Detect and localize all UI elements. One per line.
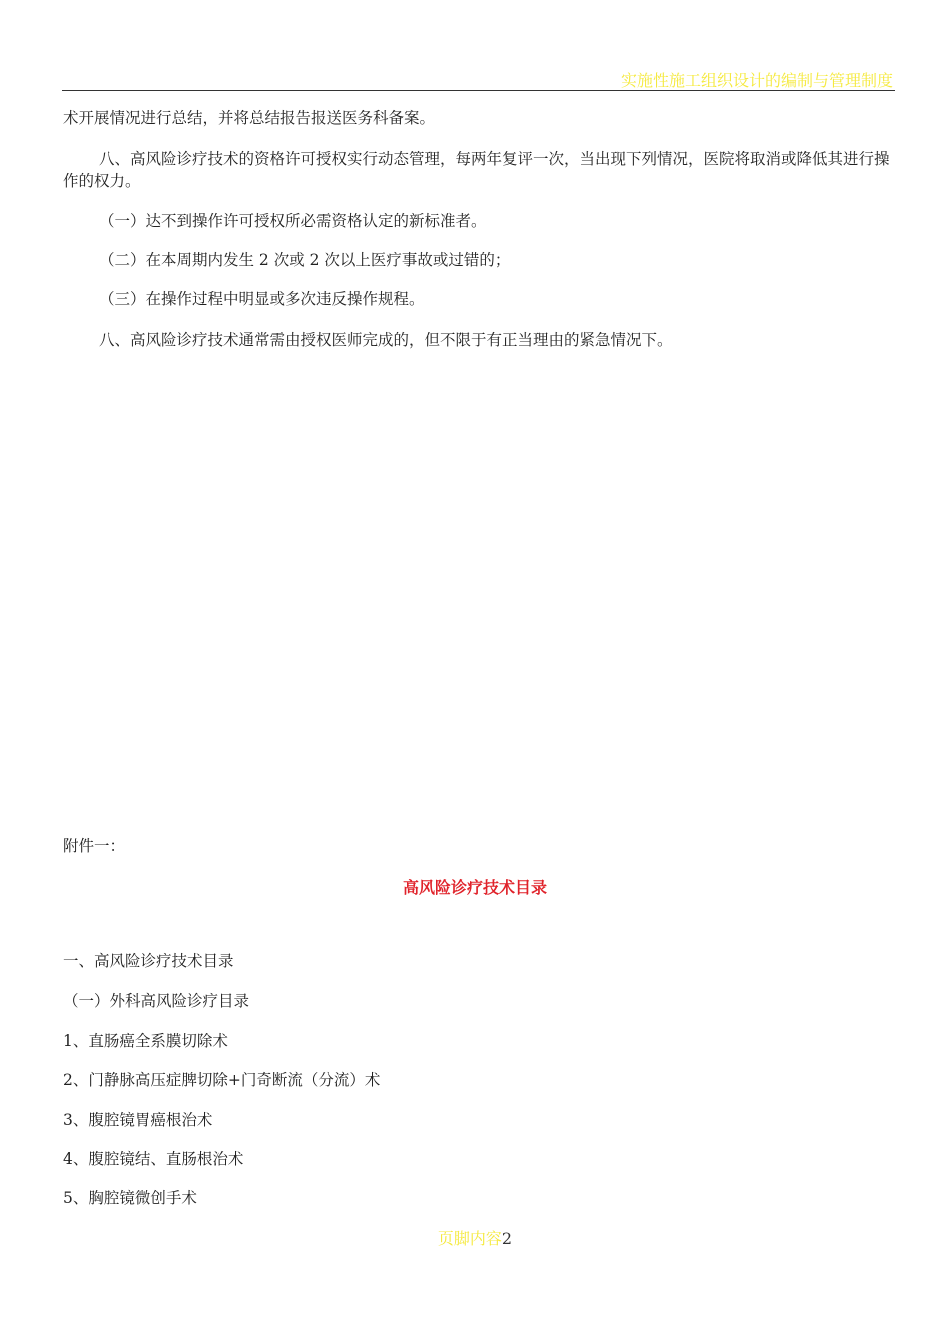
appendix-label: 附件一： [63, 837, 126, 855]
header-divider [62, 90, 895, 91]
paragraph-continuation: 术开展情况进行总结，并将总结报告报送医务科备案。 [63, 109, 436, 127]
list-item: 4、腹腔镜结、直肠根治术 [63, 1150, 244, 1168]
subsection-heading: （一）外科高风险诊疗目录 [63, 992, 250, 1010]
page-header-title: 实施性施工组织设计的编制与管理制度 [620, 71, 893, 90]
list-item: 2、门静脉高压症脾切除+门奇断流（分流）术 [63, 1071, 381, 1089]
footer-label: 页脚内容 [437, 1229, 502, 1248]
appendix-title: 高风险诊疗技术目录 [402, 878, 547, 897]
list-item-condition-3: （三）在操作过程中明显或多次违反操作规程。 [99, 290, 425, 308]
list-item: 3、腹腔镜胃癌根治术 [63, 1111, 213, 1129]
page-number: 2 [501, 1229, 513, 1248]
list-item: 1、直肠癌全系膜切除术 [63, 1032, 228, 1050]
section-heading: 一、高风险诊疗技术目录 [63, 952, 234, 970]
list-item: 5、胸腔镜微创手术 [63, 1189, 197, 1207]
paragraph-authorized-physician: 八、高风险诊疗技术通常需由授权医师完成的，但不限于有正当理由的紧急情况下。 [99, 331, 673, 349]
list-item-condition-2: （二）在本周期内发生 2 次或 2 次以上医疗事故或过错的； [99, 251, 511, 269]
page-footer [0, 1226, 950, 1249]
list-item-condition-1: （一）达不到操作许可授权所必需资格认定的新标准者。 [99, 212, 487, 230]
paragraph-dynamic-management: 八、高风险诊疗技术的资格许可授权实行动态管理，每两年复评一次，当出现下列情况，医院将取消或降低其进行操作的权力。 [63, 150, 890, 190]
